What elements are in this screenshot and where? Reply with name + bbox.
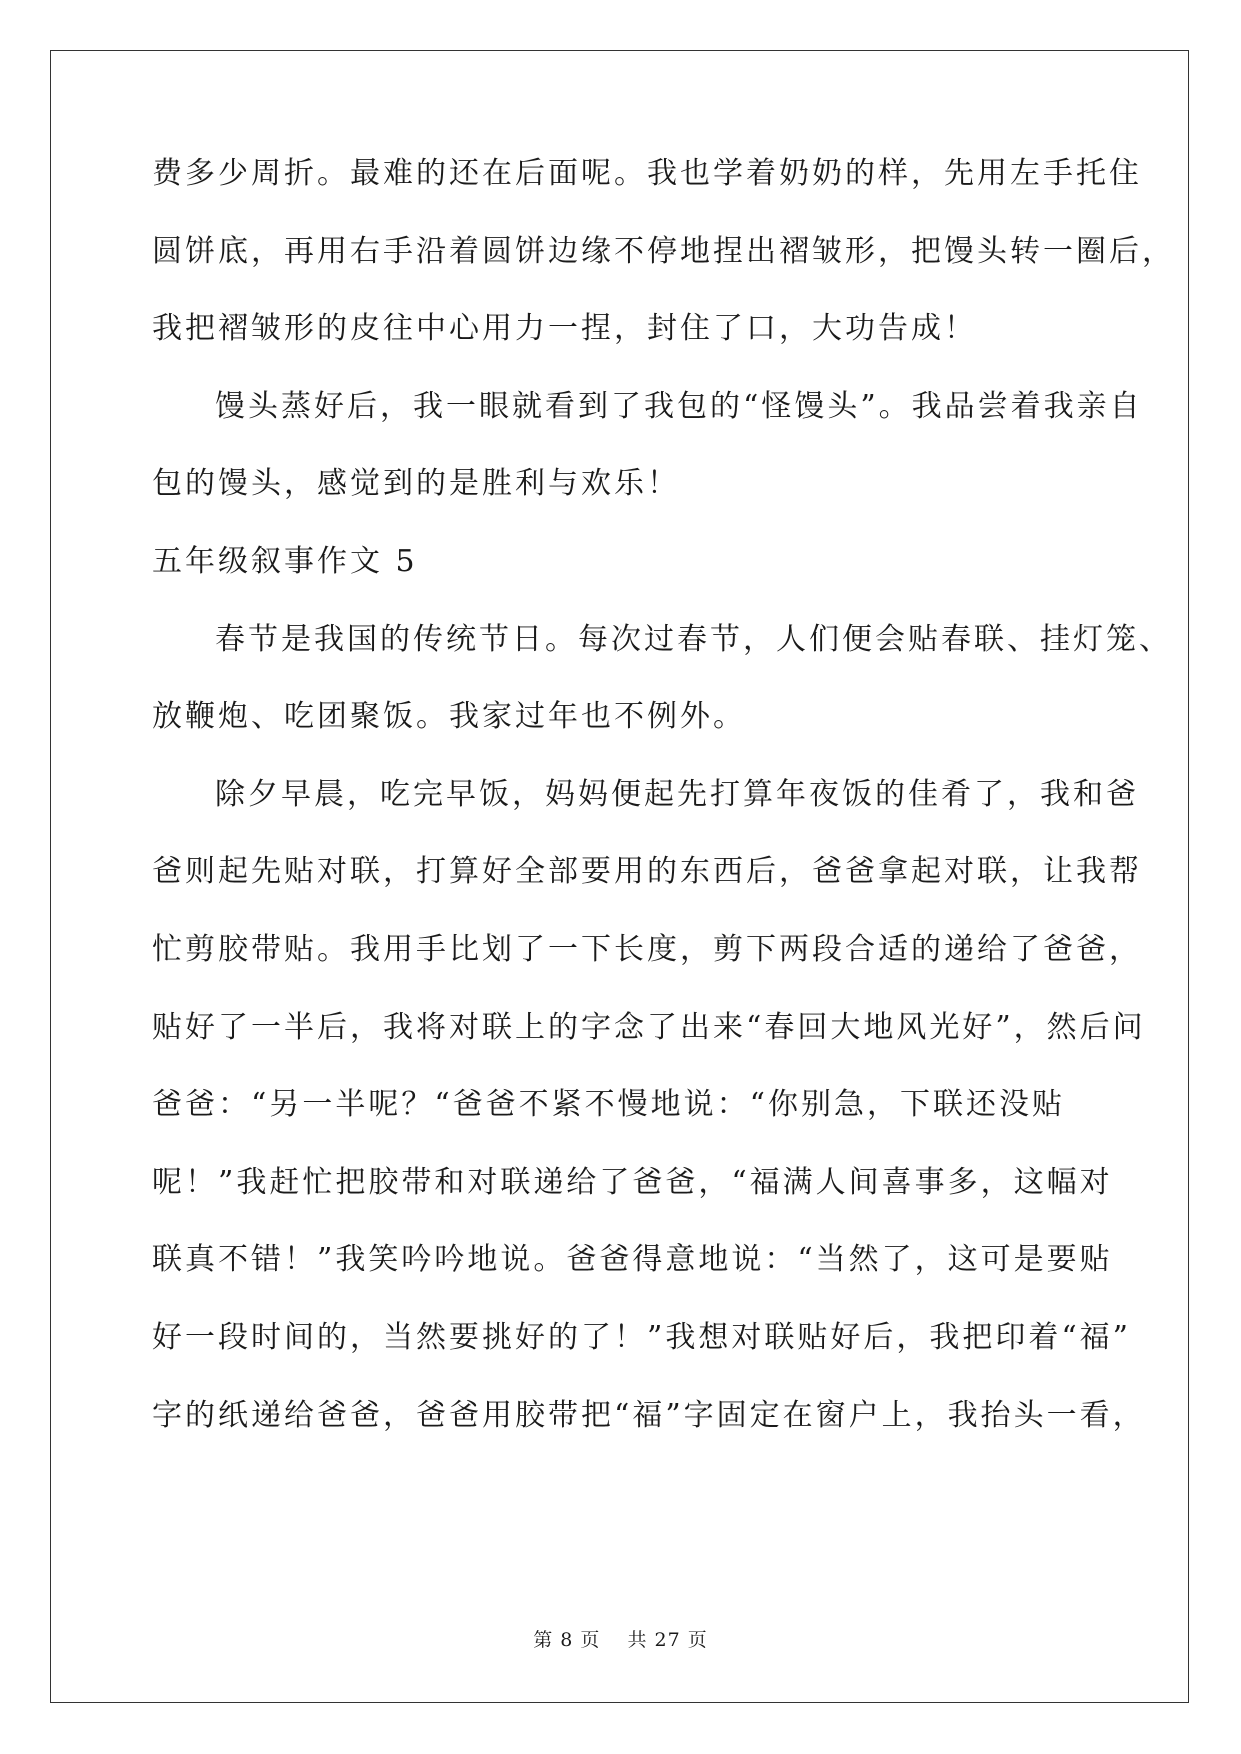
text-line: 馒头蒸好后，我一眼就看到了我包的“怪馒头”。我品尝着我亲自 — [215, 388, 1143, 424]
page-number-footer: 第 8 页 共 27 页 — [533, 1629, 708, 1651]
text-line: 爸则起先贴对联，打算好全部要用的东西后，爸爸拿起对联，让我帮 — [152, 854, 1142, 890]
text-line: 包的馒头，感觉到的是胜利与欢乐！ — [152, 466, 680, 502]
text-line: 字的纸递给爸爸，爸爸用胶带把“福”字固定在窗户上，我抬头一看， — [152, 1397, 1146, 1433]
text-line: 春节是我国的传统节日。每次过春节，人们便会贴春联、挂灯笼、 — [215, 621, 1172, 657]
text-line: 费多少周折。最难的还在后面呢。我也学着奶奶的样，先用左手托住 — [152, 156, 1142, 191]
text-line: 忙剪胶带贴。我用手比划了一下长度，剪下两段合适的递给了爸爸， — [152, 931, 1142, 967]
text-line: 放鞭炮、吃团聚饭。我家过年也不例外。 — [152, 699, 746, 735]
text-line: 除夕早晨，吃完早饭，妈妈便起先打算年夜饭的佳肴了，我和爸 — [215, 776, 1139, 812]
text-line: 圆饼底，再用右手沿着圆饼边缘不停地捏出褶皱形，把馒头转一圈后， — [152, 233, 1175, 269]
document-body — [152, 155, 1175, 1474]
text-line: 联真不错！”我笑吟吟地说。爸爸得意地说：“当然了，这可是要贴 — [152, 1242, 1113, 1278]
text-line: 呢！”我赶忙把胶带和对联递给了爸爸，“福满人间喜事多，这幅对 — [152, 1164, 1113, 1200]
text-line: 爸爸：“另一半呢？“爸爸不紧不慢地说：“你别急，下联还没贴 — [152, 1087, 1066, 1123]
text-line: 贴好了一半后，我将对联上的字念了出来“春回大地风光好”，然后问 — [152, 1009, 1146, 1045]
text-line: 好一段时间的，当然要挑好的了！”我想对联贴好后，我把印着“福” — [152, 1319, 1132, 1355]
section-heading: 五年级叙事作文 5 — [152, 543, 418, 579]
text-line: 我把褶皱形的皮往中心用力一捏，封住了口，大功告成！ — [152, 311, 977, 347]
